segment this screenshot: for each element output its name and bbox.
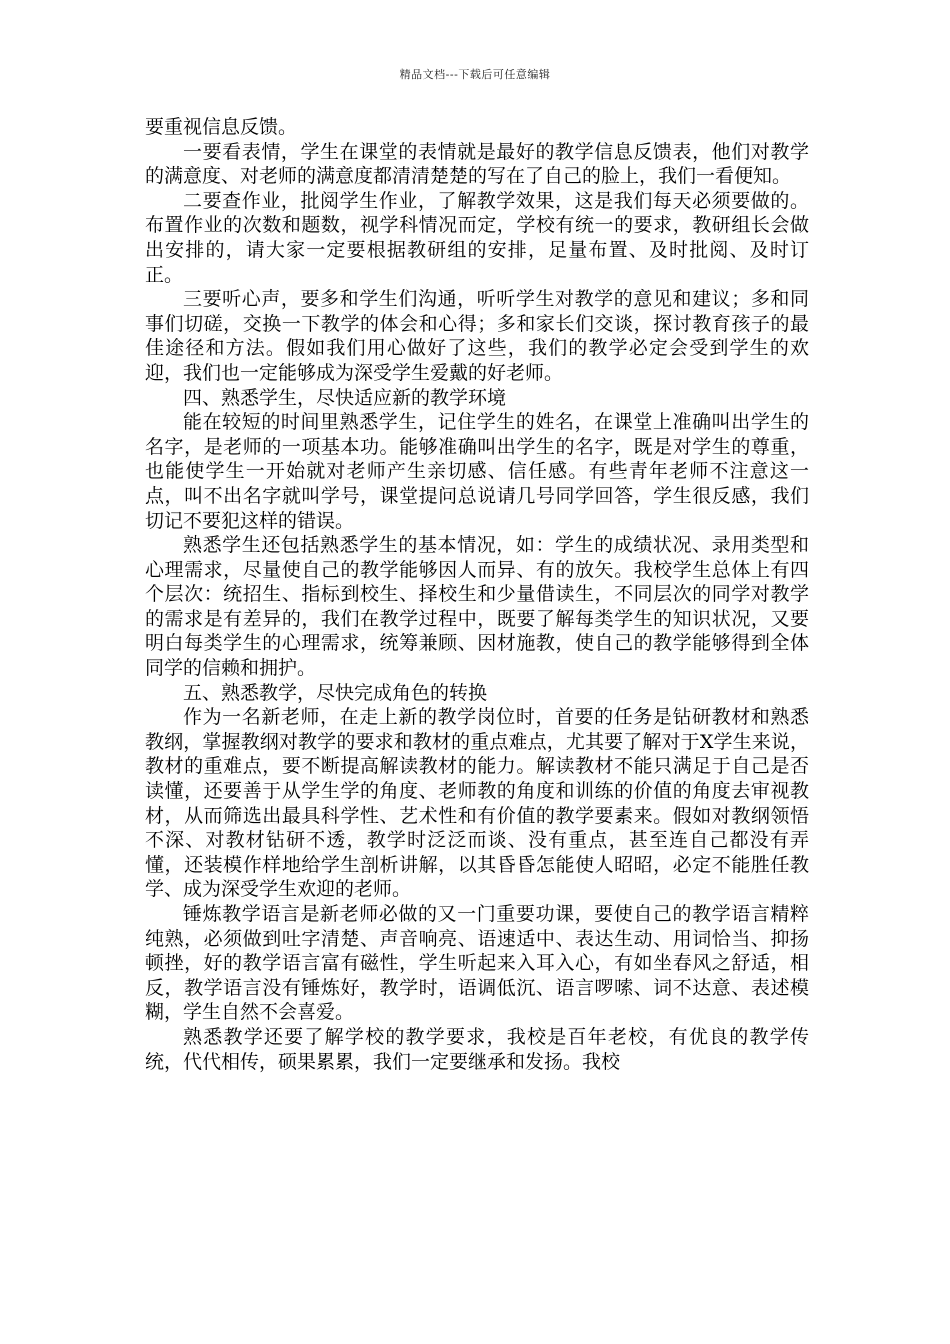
paragraph: 熟悉教学还要了解学校的教学要求，我校是百年老校，有优良的教学传统，代代相传，硕果累累，我们一定要继承和发扬。我校 [145,1025,809,1073]
paragraph: 作为一名新老师，在走上新的教学岗位时，首要的任务是钻研教材和熟悉教纲，掌握教纲对教学的要求和教材的重点难点，尤其要了解对于X学生来说，教材的重难点，要不断提高解读教材的能力。解读教材不能只满足于自己是否读懂，还要善于从学生学的角度、老师教的角度和训练的价值的角度去审视教材，从而筛选出最具科学性、艺术性和有价值的教学要素来。假如对教纲领悟不深、对教材钻研不透，教学时泛泛而谈、没有重点，甚至连自己都没有弄懂，还装模作样地给学生剖析讲解，以其昏昏怎能使人昭昭，必定不能胜任教学、成为深受学生欢迎的老师。 [145,706,809,901]
paragraph: 能在较短的时间里熟悉学生，记住学生的姓名，在课堂上准确叫出学生的名字，是老师的一项基本功。能够准确叫出学生的名字，既是对学生的尊重，也能使学生一开始就对老师产生亲切感、信任感。有些青年老师不注意这一点，叫不出名字就叫学号，课堂提问总说请几号同学回答，学生很反感，我们切记不要犯这样的错误。 [145,411,809,532]
paragraph: 熟悉学生还包括熟悉学生的基本情况，如：学生的成绩状况、录用类型和心理需求，尽量使自己的教学能够因人而异、有的放矢。我校学生总体上有四个层次：统招生、指标到校生、择校生和少量借读生，不同层次的同学对教学的需求是有差异的，我们在教学过程中，既要了解每类学生的知识状况，又要明白每类学生的心理需求，统筹兼顾、因材施教，使自己的教学能够得到全体同学的信赖和拥护。 [145,534,809,680]
section-heading: 五、熟悉教学，尽快完成角色的转换 [183,681,488,704]
document-body [145,115,809,1074]
paragraph: 一要看表情，学生在课堂的表情就是最好的教学信息反馈表，他们对教学的满意度、对老师的满意度都清清楚楚的写在了自己的脸上，我们一看便知。 [145,140,809,188]
section-heading: 四、熟悉学生，尽快适应新的教学环境 [183,386,507,409]
paragraph: 要重视信息反馈。 [145,116,298,138]
paragraph: 三要听心声，要多和学生们沟通，听听学生对教学的意见和建议；多和同事们切磋，交换一下教学的体会和心得；多和家长们交谈，探讨教育孩子的最佳途径和方法。假如我们用心做好了这些，我们的教学必定会受到学生的欢迎，我们也一定能够成为深受学生爱戴的好老师。 [145,288,809,384]
paragraph: 二要查作业，批阅学生作业，了解教学效果，这是我们每天必须要做的。布置作业的次数和题数，视学科情况而定，学校有统一的要求，教研组长会做出安排的，请大家一定要根据教研组的安排，足量布置、及时批阅、及时订正。 [145,189,809,286]
page-header: 精品文档---下载后可任意编辑 [399,68,551,81]
paragraph: 锤炼教学语言是新老师必做的又一门重要功课，要使自己的教学语言精粹纯熟，必须做到吐字清楚、声音响亮、语速适中、表达生动、用词恰当、抑扬顿挫，好的教学语言富有磁性，学生听起来入耳入心，有如坐春风之舒适，相反，教学语言没有锤炼好，教学时，语调低沉、语言啰嗦、词不达意、表述模糊，学生自然不会喜爱。 [145,903,809,1024]
